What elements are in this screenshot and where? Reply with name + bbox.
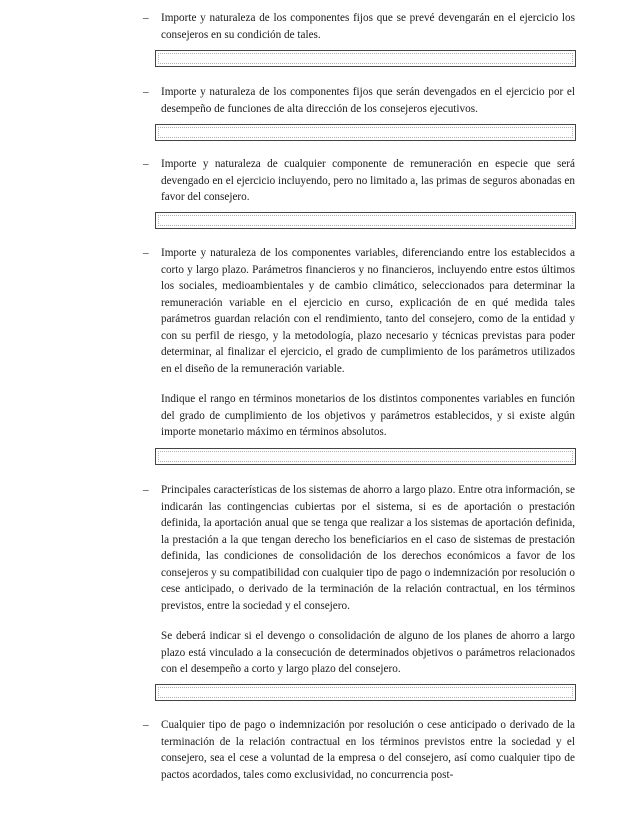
bullet-dash: – <box>143 86 149 98</box>
answer-field-4[interactable] <box>155 448 576 465</box>
answer-field-5[interactable] <box>155 684 576 701</box>
list-item <box>143 245 575 441</box>
item-text <box>161 717 575 783</box>
answer-field-2[interactable] <box>155 124 576 141</box>
list-item <box>143 10 575 43</box>
item-paragraph: Principales características de los sistemas de ahorro a largo plazo. Entre otra información, se indicarán las contingencias cubiertas por el sistema, si es de aportación o prestación definida, la aportación anual que se tenga que realizar a los sistemas de aportación definida, la prestación a la que tengan derecho los beneficiarios en el caso de sistemas de prestación definida, las condiciones de consolidación de los derechos económicos a favor de los consejeros y su compatibilidad con cualquier tipo de pago o indemnización por resolución o cese anticipado, o derivado de la terminación de la relación contractual, en los términos previstos, entre la sociedad y el consejero. <box>161 484 575 612</box>
item-paragraph: Importe y naturaleza de los componentes fijos que se prevé devengarán en el ejercicio los consejeros en su condición de tales. <box>161 12 575 41</box>
item-paragraph: Importe y naturaleza de los componentes variables, diferenciando entre los establecidos a corto y largo plazo. Parámetros financieros y no financieros, incluyendo entre estos últimos los sociales, medioambientales y de cambio climático, seleccionados para determinar la remuneración variable en el ejercicio en curso, explicación de en qué medida tales parámetros guardan relación con el rendimiento, tanto del consejero, como de la entidad y con su perfil de riesgo, y la metodología, plazo necesario y técnicas previstas para poder determinar, al finalizar el ejercicio, el grado de cumplimiento de los parámetros utilizados en el diseño de la remuneración variable. <box>161 247 575 375</box>
bullet-dash: – <box>143 12 149 24</box>
item-text <box>161 10 575 43</box>
bullet-dash: – <box>143 247 149 259</box>
bullet-dash: – <box>143 158 149 170</box>
bullet-dash: – <box>143 484 149 496</box>
item-text <box>161 156 575 206</box>
bullet-dash: – <box>143 719 149 731</box>
list-item <box>143 156 575 206</box>
item-text <box>161 245 575 441</box>
item-text <box>161 84 575 117</box>
list-item <box>143 84 575 117</box>
item-paragraph: Cualquier tipo de pago o indemnización por resolución o cese anticipado o derivado de la terminación de la relación contractual en los términos previstos entre la sociedad y el consejero, sea el cese a voluntad de la empresa o del consejero, así como cualquier tipo de pactos acordados, tales como exclusividad, no concurrencia post- <box>161 719 575 781</box>
list-item <box>143 717 575 783</box>
item-paragraph: Indique el rango en términos monetarios de los distintos componentes variables en función del grado de cumplimiento de los objetivos y parámetros establecidos, y si existe algún importe monetario máximo en términos absolutos. <box>161 393 575 438</box>
answer-field-3[interactable] <box>155 212 576 229</box>
list-item <box>143 482 575 678</box>
answer-field-1[interactable] <box>155 50 576 67</box>
item-paragraph: Se deberá indicar si el devengo o consolidación de alguno de los planes de ahorro a largo plazo está vinculado a la consecución de determinados objetivos o parámetros relacionados con el desempeño a corto y largo plazo del consejero. <box>161 630 575 675</box>
item-paragraph: Importe y naturaleza de los componentes fijos que serán devengados en el ejercicio por el desempeño de funciones de alta dirección de los consejeros ejecutivos. <box>161 86 575 115</box>
item-text <box>161 482 575 678</box>
item-paragraph: Importe y naturaleza de cualquier componente de remuneración en especie que será devengado en el ejercicio incluyendo, pero no limitado a, las primas de seguros abonadas en favor del consejero. <box>161 158 575 203</box>
